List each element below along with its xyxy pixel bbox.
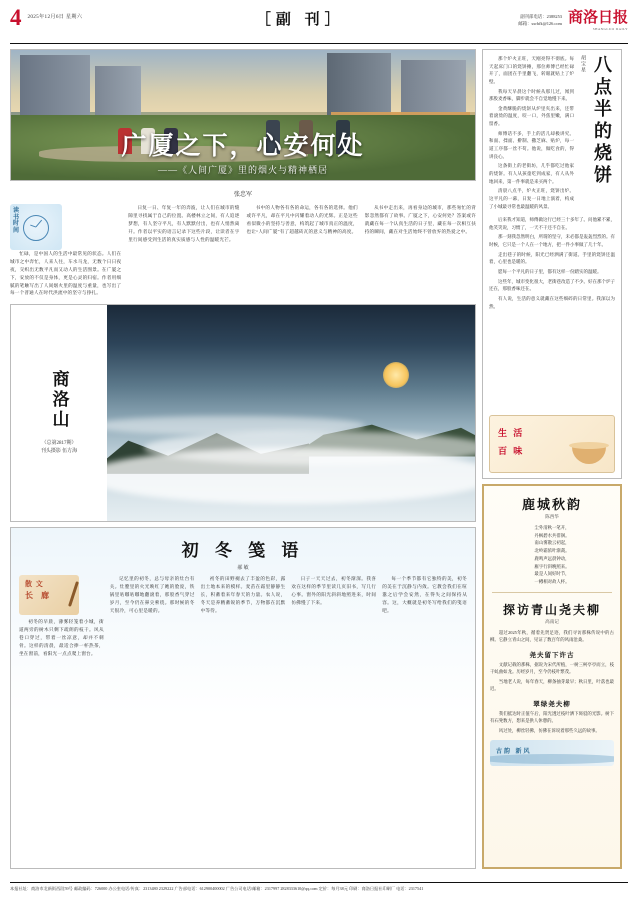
feature-column-box [482, 49, 622, 479]
page-footer [10, 882, 628, 892]
shanluo-caption-block [11, 305, 107, 521]
paragraph: 每一个季节都有它独特的美，初冬的美在于沉静与内敛。它教会我们在喧嚣之后学会安然，在得失之间保持从容。这，大概就是初冬写给我们的笺语吧。 [382, 576, 467, 613]
feature-text-left [489, 55, 574, 212]
publication-date: 2025年12月6日 星期六 [27, 14, 83, 20]
essay-section-1-title: 尧夫留下许古 [529, 651, 575, 659]
poem-line: 尘外清秋一笔开， [534, 525, 570, 530]
badge-char-1: 读 [13, 208, 21, 214]
reading-badge-label [13, 208, 20, 234]
article-byline: 张忠军 [233, 192, 252, 198]
shanluo-issue: （总第2817期） [41, 441, 77, 447]
essay-intro [490, 629, 614, 646]
paragraph: 当地老人说，每年春天，柳条抽芽最早；秋日里，叶落也最迟。 [490, 678, 614, 692]
shanluo-title: 商洛山 [49, 370, 69, 431]
article-column [365, 204, 476, 299]
chudong-column [291, 575, 376, 659]
chudong-column [110, 575, 195, 659]
essay-section-1-body [490, 661, 614, 695]
subheadline: ——《人间广厦》里的烟火与精神栖居 [157, 165, 328, 175]
paragraph: 有人说，生活的意义就藏在这些细碎的日常里。我深以为然。 [489, 295, 615, 309]
poem-line: 一樽相对故人杯。 [534, 578, 570, 584]
poem-line: 北岭霜浓叶渐裁。 [534, 548, 570, 554]
headline: 广厦之下，心安何处 [121, 133, 365, 160]
poem-line: 丹枫碧水共徘徊。 [534, 532, 570, 538]
essay-section-2-body [490, 710, 614, 736]
chudong-column [201, 575, 286, 659]
divider [492, 592, 612, 593]
masthead [10, 6, 628, 44]
feature-vertical-title: 八点半的烧饼 [592, 55, 612, 187]
feature-title-block [579, 55, 615, 212]
chudong-title: 初 冬 笺 语 [181, 541, 305, 561]
contact-phone: 副刊部电话：2388253 [520, 14, 562, 19]
right-rail [482, 49, 622, 869]
masthead-right [518, 6, 628, 31]
badge-line-2: 长 廊 [25, 591, 52, 601]
paragraph: 那个炉火正旺，天刚亮得不彻底。每天起床门口的烧饼摊，那位师傅已经忙碌开了，面团在手里翻飞，转眼就贴上了炉壁。 [489, 56, 574, 84]
essay-author: 高南记 [545, 618, 559, 624]
contact-info [518, 6, 562, 27]
logo-chinese: 商洛日报 [567, 10, 628, 26]
page-number: 4 [10, 5, 22, 30]
photo-sun [383, 362, 409, 388]
logo-english: SHANGLUO DAILY [592, 27, 628, 31]
poem-line: 雁字行斜晚照来。 [534, 563, 570, 569]
photo-cloud [107, 448, 475, 504]
badge-char-4: 间 [13, 227, 21, 234]
chudong-author: 郝 敏 [237, 566, 249, 572]
shanluo-photo [107, 305, 475, 521]
masthead-center [256, 6, 345, 29]
poem-author: 陈西华 [545, 514, 559, 519]
paragraph: 金黄酥脆的烧饼从炉里夹出来，还带着滚烫的温度，咬一口，外焦里嫩，满口留香。 [489, 105, 574, 127]
reading-clock-icon [10, 204, 62, 250]
photo-building [401, 60, 466, 117]
food-bowl-icon [572, 446, 606, 464]
paragraph: 书中的人物各有各的命运，各有各的选择。他们或许平凡，却在平凡中闪耀着动人的光辉。正是这些看似微小的坚持与善意，构筑起了城市真正的温度，也让“人间广厦”有了超越砖瓦的意义与精神的高度。 [246, 205, 358, 234]
chudong-column [382, 575, 467, 659]
prose-corridor-badge [19, 575, 79, 615]
article-body [10, 204, 476, 299]
paragraph: 愿每一个平凡的日子里，都有这样一份踏实的温暖。 [498, 269, 602, 275]
poetry-box [482, 484, 622, 869]
poem-title: 鹿城秋韵 [521, 497, 582, 512]
poem-line: 南山雾散云初起， [534, 540, 570, 546]
contact-email: 邮箱：sxrbfk@126.com [518, 20, 562, 26]
wave-decoration [490, 754, 614, 764]
badge-line-1: 生 活 [498, 428, 525, 438]
main-column [10, 49, 476, 869]
footer-imprint: 本报社址：商洛市北新街西段59号 邮政编码：726000 办公室电话/传真：2313480 2329222 广告部电话：612900400002 广告公司电话/邮箱：2317997 2828333610@qq.com 定价：每月38元 印刷：商洛日报社印刷厂 电话：2317541 [10, 886, 424, 891]
paragraph: 初冬的田野褪去了丰盈的色彩，露出土地本来的模样。麦苗在霜里静静生长，积蓄着来年春天的力量。农人说，冬天是养精蓄锐的季节，万物都在沉默中等待。 [200, 576, 286, 613]
poem-lines [490, 524, 614, 586]
paragraph: 师傅话不多，手上的活儿却极讲究。和面、揉面、擀制、撒芝麻、贴炉，每一道工序都一丝不苟。他说，做吃食的，得讲良心。 [489, 130, 574, 159]
paragraph: 记忆里的初冬，总与母亲的灶台有关。灶膛里的火光映红了她的脸庞，铁锅里咕嘟咕嘟地翻滚着，那股香气穿过岁月，至今仍在鼻尖萦绕。那时候的冬天很冷，可心里是暖的。 [109, 576, 195, 613]
chudong-body [11, 575, 475, 665]
paragraph: 清晨八点半，炉火正旺，烧饼出炉。这平凡的一幕，日复一日地上演着，构成了小城最寻常也最温暖的风景。 [489, 188, 574, 209]
article-column [10, 204, 121, 299]
section-title: ［副 刊］ [255, 12, 345, 28]
badge-line-2: 百 味 [498, 446, 525, 456]
paragraph: 我们抵达时正值午后，阳光透过枝叶洒下斑驳的光影。树下有石凳数方，想来是供人休憩的。 [490, 710, 614, 724]
paragraph: 风过处，柳丝轻拂，仿佛在诉说着那些久远的故事。 [498, 727, 600, 733]
hero-photo [10, 49, 476, 181]
paragraph: 这些年，城市变化很大，老街巷改造了不少。好在那个炉子还在，那股香味还在。 [489, 278, 615, 292]
ornament-banner [490, 740, 614, 766]
poem-line: 最是人间好时节， [534, 571, 570, 577]
article-column [128, 204, 239, 299]
paragraph: 这条街上的老街坊，几乎都吃过他家的烧饼。有人从孩童吃到成家，有人从外地回来，第一件事就是来买两个。 [489, 163, 574, 184]
masthead-left [10, 6, 82, 29]
paragraph: 走出巷子的时候，阳光已经洒满了街道。手里的烧饼还温着，心里也是暖的。 [489, 251, 615, 265]
photo-building [327, 53, 392, 118]
feature-head [489, 55, 615, 212]
ornament-text: 古韵 新风 [496, 748, 532, 755]
page-columns [10, 49, 628, 869]
paragraph: 初冬的早晨，薄雾轻笼着小城，街道两旁的树木只剩下疏朗的枝干。风从巷口穿过，带着一丝凉意，却并不刺骨。这样的清晨，最适合捧一杯热茶，坐在窗前，看阳光一点点爬上窗台。 [19, 619, 104, 656]
life-flavors-badge [489, 415, 615, 473]
badge-char-3: 时 [13, 221, 21, 228]
article-text [10, 250, 121, 297]
badge-char-2: 书 [13, 214, 21, 221]
brush-icon [68, 582, 79, 608]
poem-line: 鹿鸣声远晨钟动， [534, 555, 570, 561]
paragraph: 从书中走出来，再看身边的城市，那些匆忙的背影忽然都有了故事。广厦之下，心安何处？答案或许就藏在每一个认真生活的日子里，藏在每一次相互扶持的瞬间，藏在对生活始终不曾放弃的热爱之中。 [364, 205, 476, 234]
paragraph: 我每天早晨这个时候从那儿过，闻到那股麦香味，脚步就会不自觉地慢下来。 [489, 88, 574, 102]
chudong-column [19, 575, 104, 659]
essay-section-2-title: 翠绿尧夫柳 [533, 700, 571, 708]
feature-text-continued [489, 216, 615, 312]
paragraph: 那一刻我忽然明白，所谓的坚守，未必都是轰轰烈烈的。有时候，它只是一个人在一个地方，把一件小事做了几十年。 [489, 234, 615, 248]
photo-building [20, 55, 90, 117]
paragraph: 忙碌，是中国人的生活中最常见的状态。人们在城市之中奔忙，人来人往，车水马龙，无数个日日夜夜，交织出无数平凡而又动人的生活图景。在广厦之下，安放的不仅是身体，更是心灵的归宿。作者用细腻的笔触写出了人间烟火里的温度与重量，也写出了每一个普通人在时代洪流中的坚守与挣扎。 [10, 251, 122, 296]
feature-author: 胡宝星 [580, 55, 585, 73]
badge-line-1: 散 文 [25, 580, 44, 589]
chudong-article [10, 527, 476, 869]
chudong-text [19, 618, 104, 657]
reading-time-block [10, 204, 121, 250]
paragraph: 日子一天天过去，初冬渐深。我喜欢在这样的季节里读几页旧书，写几行心事。窗外的阳光斜斜地照进来，时间仿佛慢了下来。 [291, 576, 377, 606]
article-column [247, 204, 358, 299]
paragraph: 日复一日、年复一年的奔波，让人们在城市的缝隙里寻找属于自己的位置。高楼林立之间，有人追逐梦想，有人坚守平凡，有人默默付出，也有人悄然离开。作者以平实的语言记录下这些片段，让读者在字里行间感受到生活的真实质感与人性的温暖光芒。 [128, 205, 240, 242]
clock-face [23, 215, 49, 241]
shanluo-feature [10, 304, 476, 522]
shanluo-meta [41, 440, 77, 456]
paragraph: 超过2025年秋，循着先贤足迹，我们寻访那株传说中的古柳。它静立青山之间，见证了数百年的风雨沧桑。 [490, 629, 614, 643]
paragraph: 后来我才知道，师傅做这行已经三十多年了。问他累不累，他笑笑说，习惯了，一天不干还不自在。 [489, 217, 615, 230]
essay-title: 探访青山尧夫柳 [502, 602, 601, 617]
paragraph: 文献记载的那株，据说为宋代所植，一树三柯亭亭而立，枝干虬曲如龙。历经岁月，至今仍枝叶繁茂。 [490, 661, 614, 675]
newspaper-logo [568, 6, 628, 31]
photo-building [95, 66, 141, 118]
shanluo-credit: 刊头摄影 伍方海 [40, 449, 78, 455]
